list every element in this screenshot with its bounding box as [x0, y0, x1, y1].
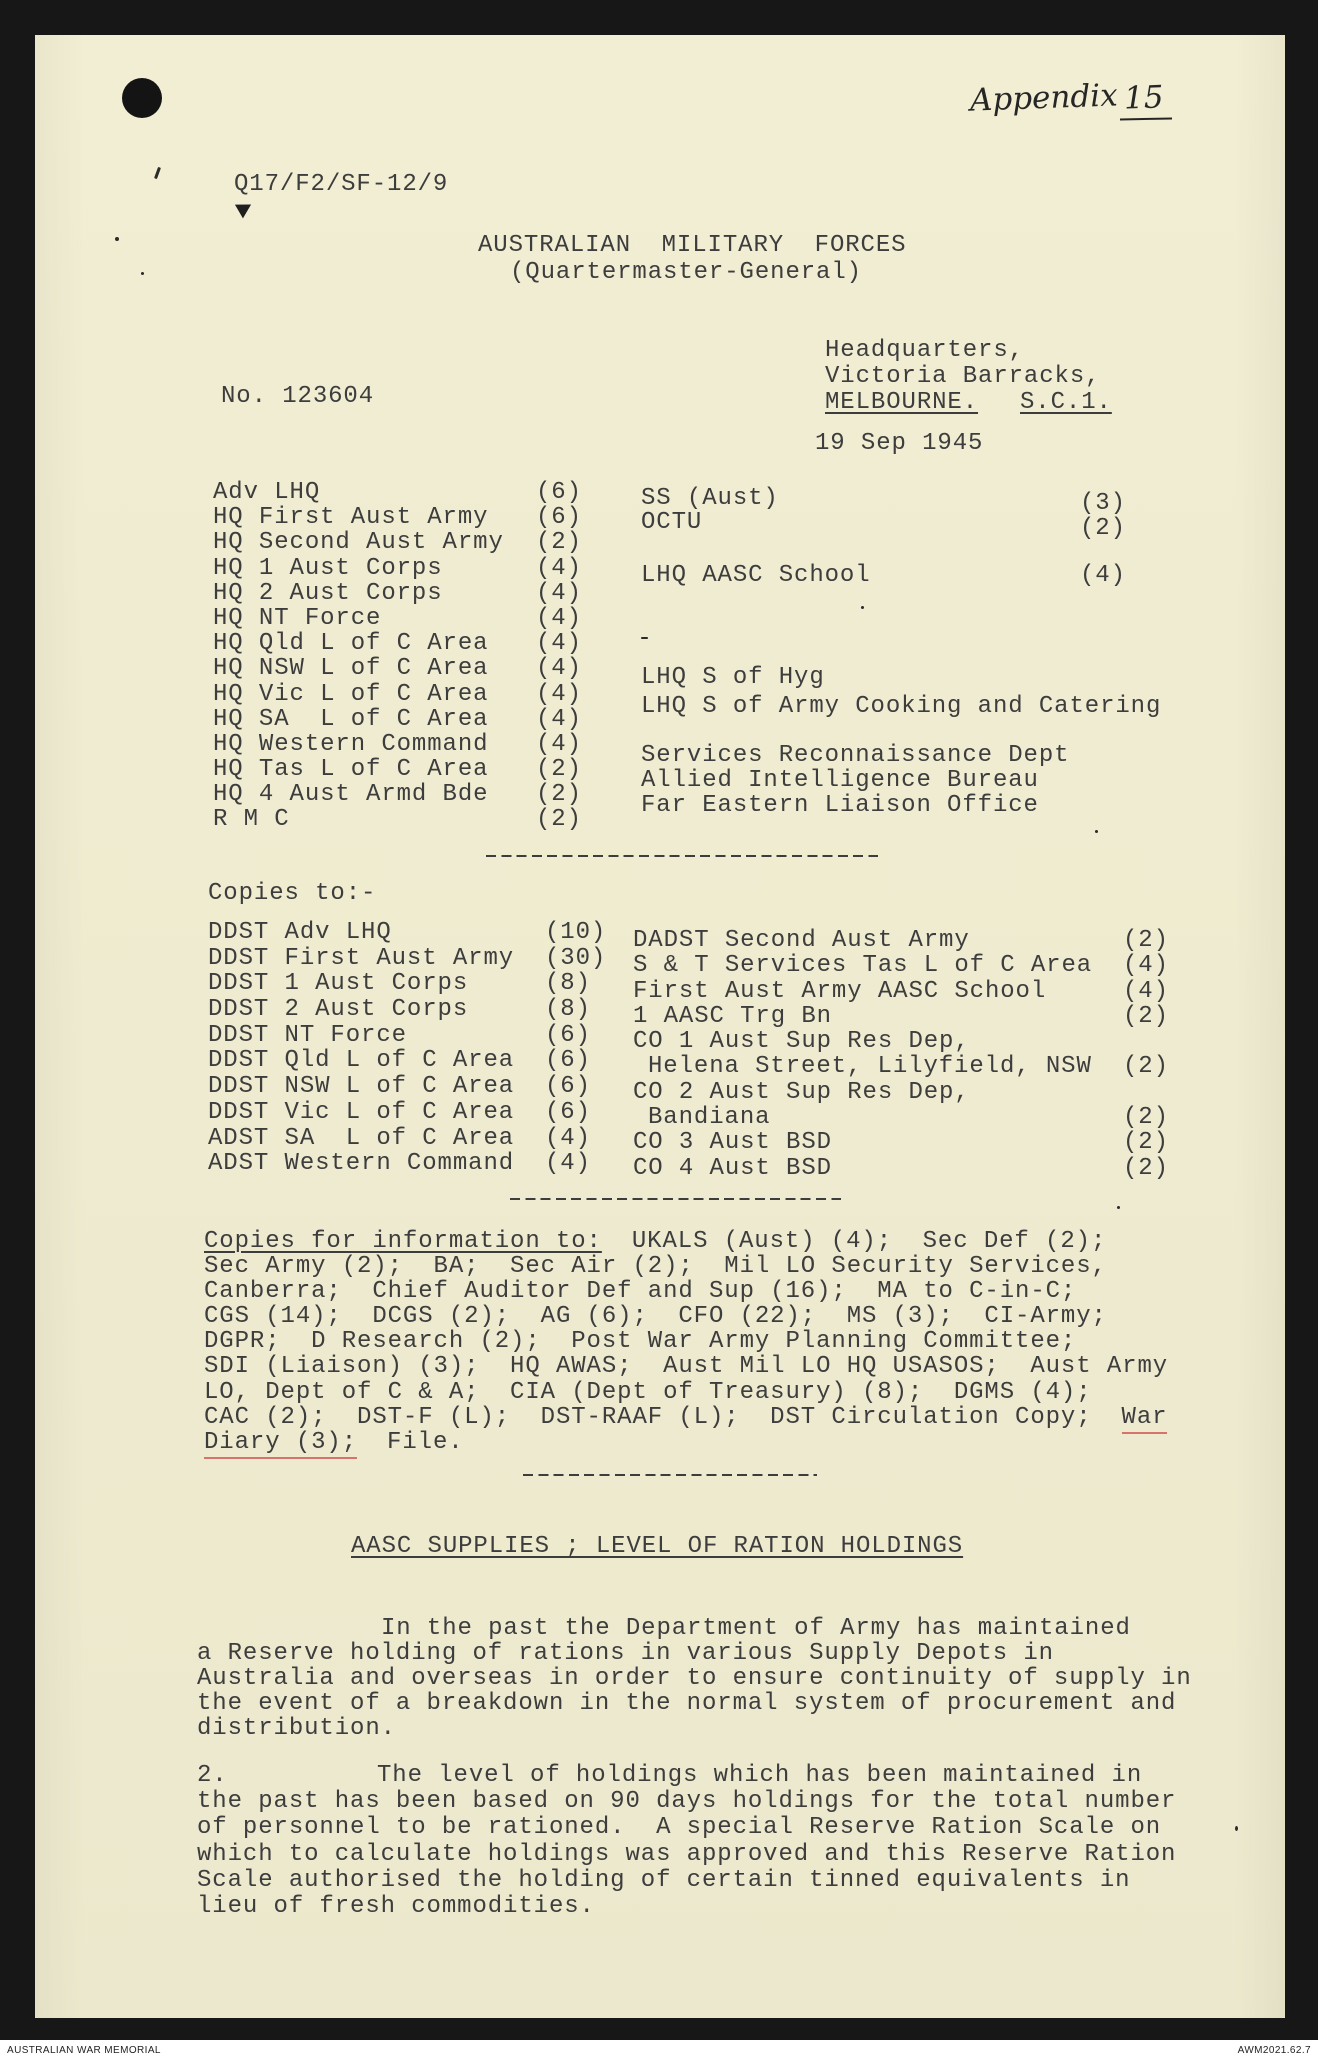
- addressee-row: [641, 509, 1126, 542]
- addressee-name: LHQ AASC School: [641, 562, 871, 589]
- information-line: DGPR; D Research (2); Post War Army Planning Committee;: [204, 1328, 1077, 1356]
- information-distribution: [204, 1229, 1168, 1455]
- ink-arrow-mark: [235, 198, 255, 219]
- copy-count: (2): [536, 781, 582, 809]
- paragraph-line: a Reserve holding of rations in various Supply Depots in: [197, 1640, 1054, 1667]
- address-code: S.C.1.: [1020, 389, 1112, 416]
- copy-count: (4): [536, 680, 582, 708]
- ink-speck: [641, 637, 648, 639]
- addressee-name: Far Eastern Liaison Office: [641, 792, 1039, 819]
- subject-heading: AASC SUPPLIES ; LEVEL OF RATION HOLDINGS: [351, 1533, 964, 1560]
- recipient-name: 1 AASC Trg Bn: [633, 1002, 832, 1030]
- addressee-name: HQ Tas L of C Area: [213, 756, 489, 784]
- addressee-name: OCTU: [641, 509, 703, 536]
- addressee-row: [641, 743, 1069, 769]
- information-label: Copies for information to:: [204, 1228, 602, 1255]
- addressee-row: [213, 730, 582, 758]
- addressee-name: Services Reconnaissance Dept: [641, 742, 1070, 769]
- addressee-name: R M C: [213, 806, 290, 834]
- copy-count: (6): [545, 1021, 591, 1049]
- copy-count: (4): [545, 1124, 591, 1152]
- handwritten-appendix-number: 15: [1123, 79, 1165, 117]
- copy-count: (6): [536, 504, 582, 532]
- recipient-name: DDST Vic L of C Area: [208, 1098, 515, 1126]
- copy-count: (8): [545, 996, 591, 1024]
- addressee-row: [213, 655, 582, 683]
- ink-mark: [154, 167, 161, 179]
- addressee-row: [213, 680, 582, 708]
- addressee-row: [213, 781, 582, 809]
- information-line: CGS (14); DCGS (2); AG (6); CFO (22); MS (3); CI-Army;: [204, 1303, 1107, 1331]
- copy-row: [208, 1098, 591, 1126]
- copy-count: (4): [536, 630, 582, 658]
- recipient-name: CO 3 Aust BSD: [633, 1129, 832, 1157]
- paragraph-number: 2.: [197, 1762, 228, 1789]
- document-page: [35, 35, 1285, 2018]
- ink-speck: [861, 606, 864, 609]
- ink-speck: [1095, 830, 1098, 833]
- recipient-name: ADST SA L of C Area: [208, 1124, 515, 1152]
- copy-count: (4): [536, 604, 582, 632]
- addressee-row: [641, 665, 825, 691]
- copy-row: [633, 1104, 1169, 1132]
- punch-hole: [122, 78, 162, 118]
- addressee-row: [213, 579, 582, 607]
- copy-count: (6): [536, 479, 582, 506]
- ink-speck: [141, 272, 144, 275]
- addressee-name: SS (Aust): [641, 485, 779, 512]
- copy-count: (4): [545, 1150, 591, 1178]
- copy-row: [633, 1053, 1169, 1081]
- recipient-name: First Aust Army AASC School: [633, 977, 1047, 1005]
- copy-count: (2): [1123, 1104, 1169, 1132]
- copy-count: (4): [1080, 562, 1126, 589]
- copy-row: [208, 1124, 591, 1152]
- copy-count: (2): [536, 756, 582, 784]
- addressee-name: HQ SA L of C Area: [213, 705, 489, 733]
- paragraph-2: [197, 1763, 1176, 1920]
- paragraph-line: of personnel to be rationed. A special Reserve Ration Scale on: [197, 1814, 1162, 1842]
- recipient-name: DDST First Aust Army: [208, 944, 515, 972]
- ink-speck: [1235, 1826, 1238, 1831]
- address-line-2: Victoria Barracks,: [825, 363, 1101, 390]
- information-line: [204, 1405, 1168, 1430]
- addressee-name: HQ 2 Aust Corps: [213, 579, 443, 607]
- recipient-name: S & T Services Tas L of C Area: [633, 952, 1093, 980]
- address-line-1: Headquarters,: [825, 337, 1024, 364]
- copy-row: [208, 1150, 591, 1178]
- addressee-name: LHQ S of Army Cooking and Catering: [641, 693, 1162, 720]
- information-line: SDI (Liaison) (3); HQ AWAS; Aust Mil LO HQ USASOS; Aust Army: [204, 1353, 1169, 1381]
- addressee-row: [213, 554, 582, 582]
- recipient-name: DDST 2 Aust Corps: [208, 996, 469, 1024]
- paragraph-line: distribution.: [197, 1715, 396, 1742]
- copy-count: (8): [545, 970, 591, 998]
- addressee-name: HQ 1 Aust Corps: [213, 554, 443, 582]
- information-text: File.: [387, 1428, 464, 1456]
- addressee-row: [641, 793, 1039, 819]
- copy-row: [208, 919, 607, 946]
- divider: [523, 1474, 817, 1476]
- recipient-name: CO 1 Aust Sup Res Dep,: [633, 1028, 970, 1056]
- copy-count: (2): [1080, 515, 1126, 542]
- recipient-name: CO 4 Aust BSD: [633, 1154, 832, 1182]
- addressee-row: [213, 705, 582, 733]
- copy-count: (4): [536, 730, 582, 758]
- addressee-list-left: [213, 479, 582, 834]
- addressee-name: HQ 4 Aust Armd Bde: [213, 781, 489, 809]
- information-line: [204, 1430, 1168, 1455]
- divider: [486, 855, 878, 857]
- information-line: Sec Army (2); BA; Sec Air (2); Mil LO Security Services,: [204, 1253, 1107, 1281]
- addressee-row: [213, 604, 582, 632]
- handwritten-appendix-label: Appendix: [969, 77, 1119, 119]
- addressee-name: HQ Vic L of C Area: [213, 680, 489, 708]
- copy-count: (2): [1123, 927, 1169, 954]
- copy-count: (2): [536, 806, 582, 834]
- copy-count: (4): [536, 554, 582, 582]
- red-pencil-marked-text: Diary (3);: [204, 1429, 357, 1459]
- copy-row: [208, 1021, 591, 1049]
- archive-name: AUSTRALIAN WAR MEMORIAL: [7, 2045, 161, 2056]
- addressee-name: Adv LHQ: [213, 479, 321, 506]
- paragraph-1: [197, 1616, 1192, 1741]
- copy-row: [633, 927, 1169, 954]
- addressee-row: [213, 504, 582, 532]
- information-line: [204, 1229, 1168, 1254]
- addressee-row: [213, 806, 582, 834]
- red-pencil-marked-text: War: [1122, 1404, 1168, 1434]
- paragraph-line: the event of a breakdown in the normal system of procurement and: [197, 1690, 1177, 1717]
- ink-speck: [115, 237, 119, 241]
- addressee-name: HQ Qld L of C Area: [213, 630, 489, 658]
- recipient-address: Bandiana: [648, 1104, 771, 1132]
- copy-count: (4): [536, 655, 582, 683]
- address-city: MELBOURNE.: [825, 389, 979, 416]
- copies-list-right: [633, 927, 1169, 1182]
- addressee-row: [213, 529, 582, 557]
- paragraph-line: Scale authorised the holding of certain tinned equivalents in: [197, 1866, 1131, 1894]
- copy-count: (2): [1123, 1002, 1169, 1030]
- copy-count: (3): [1080, 490, 1126, 517]
- recipient-name: DDST NT Force: [208, 1021, 407, 1049]
- information-line: LO, Dept of C & A; CIA (Dept of Treasury) (8); DGMS (4);: [204, 1378, 1092, 1406]
- copy-row: [208, 944, 607, 972]
- handwritten-underline: [1120, 118, 1172, 121]
- information-text: CAC (2); DST-F (L); DST-RAAF (L); DST Circulation Copy;: [204, 1403, 1092, 1431]
- recipient-name: DADST Second Aust Army: [633, 927, 970, 954]
- addressee-name: HQ Second Aust Army: [213, 529, 504, 557]
- copy-row: [633, 952, 1169, 980]
- document-date: 19 Sep 1945: [815, 430, 984, 457]
- copies-to-label: Copies to:-: [208, 880, 377, 907]
- copy-count: (4): [1123, 977, 1169, 1005]
- branch-heading: (Quartermaster-General): [510, 259, 862, 286]
- copy-count: (6): [545, 1098, 591, 1126]
- recipient-name: CO 2 Aust Sup Res Dep,: [633, 1078, 970, 1106]
- paragraph-line: which to calculate holdings was approved and this Reserve Ration: [197, 1840, 1177, 1868]
- copies-list-left: [208, 919, 607, 1178]
- recipient-name: DDST 1 Aust Corps: [208, 970, 469, 998]
- recipient-name: DDST NSW L of C Area: [208, 1073, 515, 1101]
- recipient-name: ADST Western Command: [208, 1150, 515, 1178]
- addressee-name: LHQ S of Hyg: [641, 664, 825, 691]
- copy-row: [633, 1129, 1169, 1157]
- paragraph-line: Australia and overseas in order to ensure continuity of supply in: [197, 1665, 1192, 1692]
- recipient-name: DDST Qld L of C Area: [208, 1047, 515, 1075]
- copy-count: (6): [545, 1047, 591, 1075]
- copy-row: [633, 977, 1169, 1005]
- archive-reference: AWM2021.62.7: [1237, 2045, 1311, 2056]
- addressee-row: [213, 479, 582, 506]
- copy-row: [208, 996, 591, 1024]
- copy-count: (2): [536, 529, 582, 557]
- addressee-row: [641, 768, 1039, 794]
- file-reference: Q17/F2/SF-12/9: [234, 171, 449, 198]
- archive-footer: [0, 2040, 1318, 2061]
- document-number: No. 123604: [221, 383, 375, 410]
- addressee-name: Allied Intelligence Bureau: [641, 767, 1039, 794]
- copy-count: (6): [545, 1073, 591, 1101]
- organisation-heading: AUSTRALIAN MILITARY FORCES: [478, 232, 907, 259]
- addressee-row: [213, 630, 582, 658]
- ink-speck: [1117, 1206, 1120, 1209]
- addressee-row: [213, 756, 582, 784]
- addressee-name: HQ Western Command: [213, 730, 489, 758]
- copy-row: [633, 1080, 1092, 1105]
- paragraph-line: In the past the Department of Army has maintained: [381, 1615, 1131, 1642]
- paragraph-line: The level of holdings which has been maintained in: [377, 1762, 1143, 1789]
- copy-count: (2): [1123, 1129, 1169, 1157]
- addressee-name: HQ NSW L of C Area: [213, 655, 489, 683]
- paragraph-line: lieu of fresh commodities.: [197, 1892, 595, 1920]
- copy-count: (2): [1123, 1053, 1169, 1081]
- addressee-name: HQ First Aust Army: [213, 504, 489, 532]
- copy-count: (4): [536, 579, 582, 607]
- copy-count: (2): [1123, 1154, 1169, 1182]
- information-text: UKALS (Aust) (4); Sec Def (2);: [631, 1228, 1107, 1255]
- copy-row: [633, 1154, 1169, 1182]
- copy-row: [208, 1073, 591, 1101]
- copy-count: (4): [536, 705, 582, 733]
- addressee-row: [641, 694, 1161, 720]
- copy-row: [208, 970, 591, 998]
- paragraph-line: the past has been based on 90 days holdings for the total number: [197, 1788, 1177, 1816]
- addressee-name: HQ NT Force: [213, 604, 382, 632]
- recipient-address: Helena Street, Lilyfield, NSW: [648, 1053, 1092, 1081]
- copy-count: (30): [545, 944, 607, 972]
- copy-count: (10): [545, 919, 607, 946]
- information-line: Canberra; Chief Auditor Def and Sup (16); MA to C-in-C;: [204, 1278, 1077, 1306]
- divider: [510, 1198, 841, 1200]
- copy-row: [208, 1047, 591, 1075]
- copy-count: (4): [1123, 952, 1169, 980]
- addressee-row: [641, 562, 1126, 589]
- copy-row: [633, 1029, 1092, 1054]
- recipient-name: DDST Adv LHQ: [208, 919, 392, 946]
- copy-row: [633, 1002, 1169, 1030]
